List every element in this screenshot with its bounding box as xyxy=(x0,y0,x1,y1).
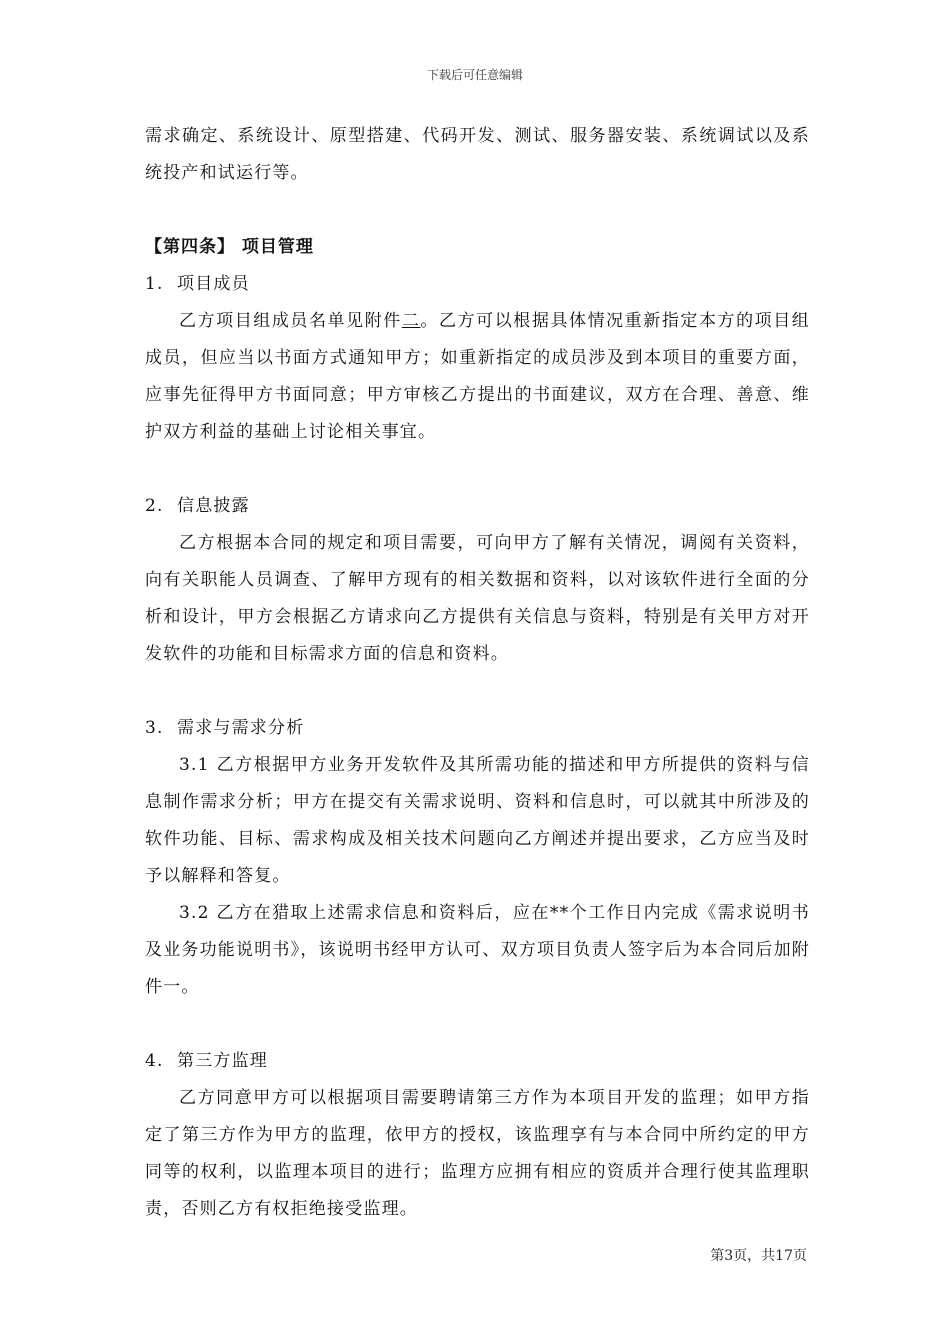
section-1-heading xyxy=(145,266,810,303)
spacer xyxy=(145,192,810,229)
section-1-title: 项目成员 xyxy=(177,274,250,294)
section-3-1-paragraph: 3.1 乙方根据甲方业务开发软件及其所需功能的描述和甲方所提供的资料与信息制作需求分析；甲方在提交有关需求说明、资料和信息时，可以就其中所涉及的软件功能、目标、需求构成及相关技术问题向乙方阐述并提出要求，乙方应当及时予以解释和答复。 xyxy=(145,755,810,886)
spacer xyxy=(145,673,810,710)
section-2-number: 2. xyxy=(145,496,164,516)
page-number: 第3页，共17页 xyxy=(710,1248,807,1264)
section-3-number: 3. xyxy=(145,718,164,738)
spacer xyxy=(145,451,810,488)
section-2-heading xyxy=(145,488,810,525)
spacer xyxy=(145,1006,810,1043)
section-1-text-a: 乙方项目组成员名单见附件 xyxy=(179,311,402,331)
section-3-title: 需求与需求分析 xyxy=(177,718,305,738)
section-3-heading xyxy=(145,710,810,747)
section-1-attachment-ref: 二 xyxy=(401,311,421,331)
section-3-2-paragraph: 3.2 乙方在猎取上述需求信息和资料后，应在**个工作日内完成《需求说明书及业务功能说明书》，该说明书经甲方认可、双方项目负责人签字后为本合同后加附件一。 xyxy=(145,903,810,997)
intro-paragraph: 需求确定、系统设计、原型搭建、代码开发、测试、服务器安装、系统调试以及系统投产和试运行等。 xyxy=(145,126,810,183)
article-heading: 【第四条】 项目管理 xyxy=(145,237,314,257)
section-4-title: 第三方监理 xyxy=(177,1051,268,1071)
page-header-note: 下载后可任意编辑 xyxy=(426,68,523,82)
section-2-paragraph: 乙方根据本合同的规定和项目需要，可向甲方了解有关情况，调阅有关资料，向有关职能人员调查、了解甲方现有的相关数据和资料，以对该软件进行全面的分析和设计，甲方会根据乙方请求向乙方提供有关信息与资料，特别是有关甲方对开发软件的功能和目标需求方面的信息和资料。 xyxy=(145,533,810,664)
section-2-title: 信息披露 xyxy=(177,496,250,516)
section-1-number: 1. xyxy=(145,274,164,294)
section-4-number: 4. xyxy=(145,1051,164,1071)
section-1-paragraph xyxy=(145,303,810,451)
section-4-heading xyxy=(145,1043,810,1080)
section-1-text-b: 。乙方可以根据具体情况重新指定本方的项目组成员，但应当以书面方式通知甲方；如重新指定的成员涉及到本项目的重要方面，应事先征得甲方书面同意；甲方审核乙方提出的书面建议，双方在合理、善意、维护双方利益的基础上讨论相关事宜。 xyxy=(145,311,811,442)
document-body xyxy=(145,118,810,1228)
section-4-paragraph: 乙方同意甲方可以根据项目需要聘请第三方作为本项目开发的监理；如甲方指定了第三方作为甲方的监理，依甲方的授权，该监理享有与本合同中所约定的甲方同等的权利，以监理本项目的进行；监理方应拥有相应的资质并合理行使其监理职责，否则乙方有权拒绝接受监理。 xyxy=(145,1088,810,1219)
